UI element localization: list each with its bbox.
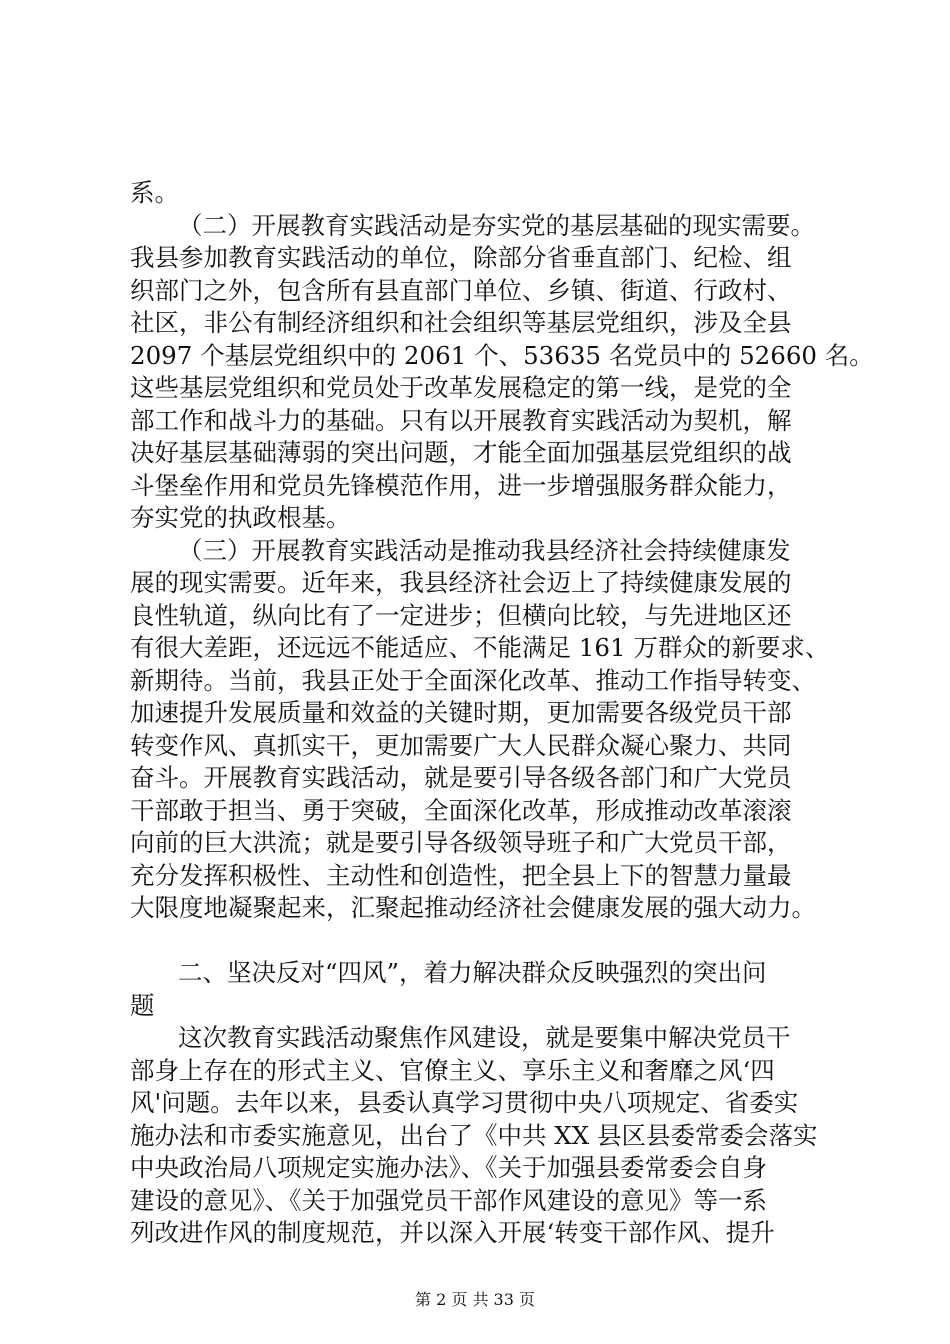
text-line: 部身上存在的形式主义、官僚主义、享乐主义和奢靡之风‘四 bbox=[130, 1055, 775, 1085]
text-line: （三）开展教育实践活动是推动我县经济社会持续健康发 bbox=[178, 535, 791, 565]
text-line: 这次教育实践活动聚焦作风建设，就是要集中解决党员干 bbox=[178, 1023, 791, 1053]
text-line: 中央政治局八项规定实施办法》、《关于加强县委常委会自身 bbox=[130, 1153, 767, 1183]
text-line: 这些基层党组织和党员处于改革发展稳定的第一线，是党的全 bbox=[130, 373, 792, 403]
text-line: 有很大差距，还远远不能适应、不能满足 161 万群众的新要求、 bbox=[130, 633, 830, 663]
text-line: 向前的巨大洪流；就是要引导各级领导班子和广大党员干部， bbox=[130, 828, 792, 858]
text-line: （二）开展教育实践活动是夯实党的基层基础的现实需要。 bbox=[178, 210, 815, 240]
text-line: 施办法和市委实施意见，出台了《中共 XX 县区县委常委会落实 bbox=[130, 1120, 818, 1150]
text-line: 良性轨道，纵向比有了一定进步；但横向比较，与先进地区还 bbox=[130, 600, 792, 630]
text-line: 转变作风、真抓实干，更加需要广大人民群众凝心聚力、共同 bbox=[130, 730, 792, 760]
text-line: 加速提升发展质量和效益的关键时期，更加需要各级党员干部 bbox=[130, 698, 792, 728]
text-line: 充分发挥积极性、主动性和创造性，把全县上下的智慧力量最 bbox=[130, 860, 792, 890]
text-line: 干部敢于担当、勇于突破，全面深化改革，形成推动改革滚滚 bbox=[130, 795, 792, 825]
section-heading-line: 二、坚决反对“四风”，着力解决群众反映强烈的突出问 bbox=[178, 958, 767, 988]
text-line: 斗堡垒作用和党员先锋模范作用，进一步增强服务群众能力， bbox=[130, 470, 792, 500]
text-line: 展的现实需要。近年来，我县经济社会迈上了持续健康发展的 bbox=[130, 568, 792, 598]
text-line: 建设的意见》、《关于加强党员干部作风建设的意见》等一系 bbox=[130, 1185, 767, 1215]
text-line: 部工作和战斗力的基础。只有以开展教育实践活动为契机，解 bbox=[130, 405, 792, 435]
text-line: 决好基层基础薄弱的突出问题，才能全面加强基层党组织的战 bbox=[130, 438, 792, 468]
text-line: 夯实党的执政根基。 bbox=[130, 503, 351, 533]
text-line: 社区，非公有制经济组织和社会组织等基层党组织，涉及全县 bbox=[130, 308, 792, 338]
text-line: 大限度地凝聚起来，汇聚起推动经济社会健康发展的强大动力。 bbox=[130, 893, 816, 923]
text-line: 风'问题。去年以来，县委认真学习贯彻中央八项规定、省委实 bbox=[130, 1088, 799, 1118]
text-line: 系。 bbox=[130, 178, 179, 207]
text-line: 新期待。当前，我县正处于全面深化改革、推动工作指导转变、 bbox=[130, 665, 816, 695]
text-line: 列改进作风的制度规范，并以深入开展‘转变干部作风、提升 bbox=[130, 1218, 775, 1248]
section-heading-line: 题 bbox=[130, 990, 155, 1020]
text-line: 2097 个基层党组织中的 2061 个、53635 名党员中的 52660 名。 bbox=[130, 340, 874, 370]
text-line: 奋斗。开展教育实践活动，就是要引导各级各部门和广大党员 bbox=[130, 763, 792, 793]
text-line: 我县参加教育实践活动的单位，除部分省垂直部门、纪检、组 bbox=[130, 243, 792, 272]
text-line: 织部门之外，包含所有县直部门单位、乡镇、街道、行政村、 bbox=[130, 275, 792, 305]
page-footer: 第 2 页 共 33 页 bbox=[415, 1290, 535, 1309]
